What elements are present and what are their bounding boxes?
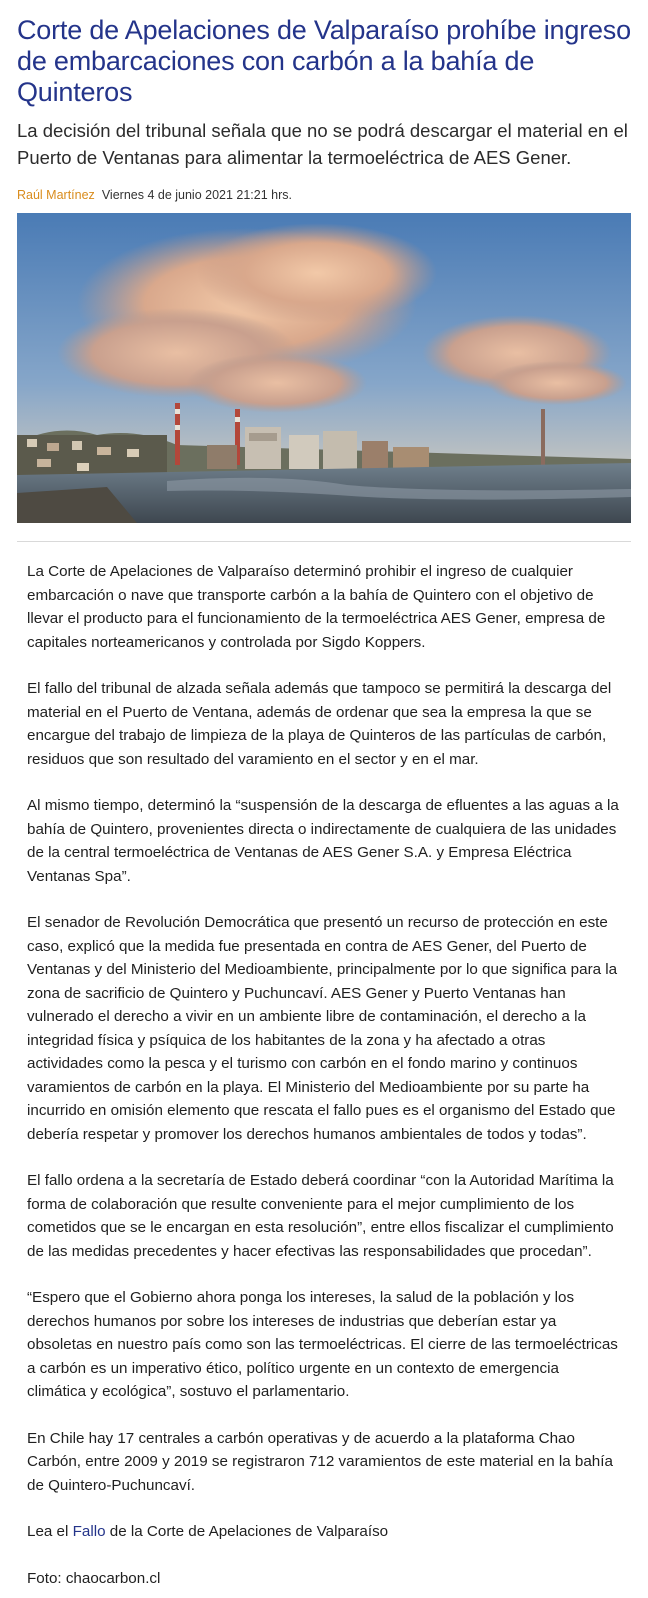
article-title: Corte de Apelaciones de Valparaíso prohíbe ingreso de embarcaciones con carbón a la bahía de Quinteros [17, 15, 631, 107]
lea-suffix: de la Corte de Apelaciones de Valparaíso [109, 1523, 389, 1540]
related-link-line [27, 1520, 621, 1544]
article-subtitle: La decisión del tribunal señala que no se podrá descargar el material en el Puerto de Ventanas para alimentar la termoeléctrica de AES Gener. [17, 120, 628, 168]
publish-date: Viernes 4 de junio 2021 21:21 hrs. [101, 188, 292, 202]
paragraph: En Chile hay 17 centrales a carbón operativas y de acuerdo a la plataforma Chao Carbón, entre 2009 y 2019 se registraron 712 varamientos de este material en la bahía de Quintero-Puchuncaví. [27, 1429, 613, 1494]
paragraph: El fallo ordena a la secretaría de Estado deberá coordinar “con la Autoridad Marítima la forma de colaboración que resulte conveniente para el mejor cumplimiento de los cometidos que se le encargan en esta resolución”, entre ellos fiscalizar el cumplimiento de las medidas precedentes y hacer efectivas las responsabilidades que procedan”. [27, 1172, 614, 1260]
paragraph: El fallo del tribunal de alzada señala además que tampoco se permitirá la descarga del material en el Puerto de Ventana, además de ordenar que sea la empresa la que se encargue del trabajo de limpieza de la playa de Quinteros de las partículas de carbón, residuos que son resultado del varamiento en el sector y en el mar. [27, 680, 612, 768]
paragraph: “Espero que el Gobierno ahora ponga los intereses, la salud de la población y los derechos humanos por sobre los intereses de industrias que deberían estar ya obsoletas en nuestro país como son las termoeléctricas. El cierre de las termoeléctricas a carbón es un imperativo ético, político urgente en un contexto de emergencia climática y ecológica”, sostuvo el parlamentario. [27, 1289, 618, 1400]
article-meta [17, 187, 631, 203]
lea-prefix: Lea el [27, 1523, 69, 1540]
paragraph: Al mismo tiempo, determinó la “suspensión de la descarga de efluentes a las aguas a la bahía de Quintero, provenientes directa o indirectamente de cualquiera de las unidades de la central termoeléctrica de Ventanas de AES Gener S.A. y Empresa Eléctrica Ventanas Spa”. [27, 797, 619, 885]
author-link[interactable]: Raúl Martínez [17, 188, 95, 202]
photo-credit: Foto: chaocarbon.cl [27, 1569, 161, 1587]
paragraph: El senador de Revolución Democrática que presentó un recurso de protección en este caso, explicó que la medida fue presentada en contra de AES Gener, del Puerto de Ventanas y del Ministerio del Medioambiente, principalmente por lo que significa para la zona de sacrificio de Quintero y Puchuncaví. AES Gener y Puerto Ventanas han vulnerado el derecho a vivir en un ambiente libre de contaminación, el derecho a la integridad física y psíquica de los habitantes de la zona y ha afectado a otras actividades como la pesca y el turismo con carbón en el fondo marino y continuos varamientos de carbón en la playa. El Ministerio del Medioambiente por su parte ha incurrido en omisión elemento que rescata el fallo pues es el organismo del Estado que debería respetar y promover los derechos humanos ambientales de todos y todas”. [27, 914, 618, 1143]
paragraph: La Corte de Apelaciones de Valparaíso determinó prohibir el ingreso de cualquier embarcación o nave que transporte carbón a la bahía de Quintero con el objetivo de llevar el producto para el funcionamiento de la termoeléctrica AES Gener, empresa de capitales norteamericanos y controlada por Sigdo Koppers. [27, 563, 606, 651]
article-photo [17, 213, 631, 523]
fallo-link[interactable]: Fallo [72, 1523, 106, 1540]
article-body [17, 542, 631, 1590]
